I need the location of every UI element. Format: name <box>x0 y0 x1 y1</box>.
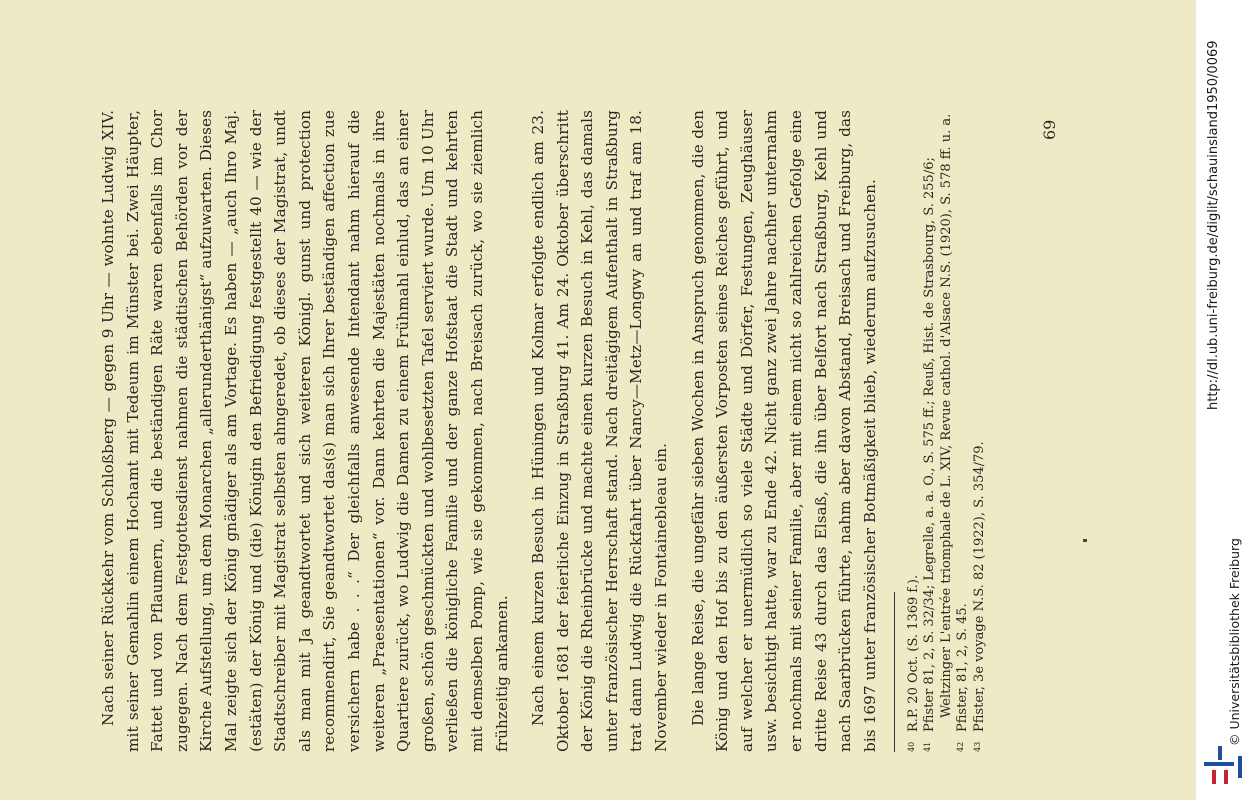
footnote-text: Pfister 81, 2, S. 32/34; Legrelle, a. a. O., S. 575 ff.; Reuß, Hist. de Strasbourg, S. 255/6; <box>922 157 938 732</box>
footnote-text: Pfister, 3e voyage N.S. 82 (1922), S. 354/79. <box>971 441 987 732</box>
paragraph: Die lange Reise, die ungefähr sieben Wochen in Anspruch genommen, die den König und den Hof bis zu den äußersten Vorposten seines Reiches geführt, und auf welcher er unermüdlich so viele Städte und Dörfer, Festungen, Zeughäuser usw. besichtigt hatte, war zu Ende 42. Nicht ganz zwei Jahre nachher unternahm er nochmals mit seiner Familie, aber mit einem nicht so zahlreichen Gefolge eine dritte Reise 43 durch das Elsaß, die ihn über Belfort nach Straßburg, Kehl und nach Saarbrücken führte, nahm aber davon Abstand, Breisach und Freiburg, das bis 1697 unter französischer Botmäßigkeit blieb, wiederum aufzusuchen. <box>688 110 879 752</box>
footnote-divider <box>894 592 895 752</box>
footnote <box>972 110 988 752</box>
logo-bar <box>1238 756 1242 778</box>
paragraph: Nach seiner Rückkehr vom Schloßberg — gegen 9 Uhr — wohnte Ludwig XIV. mit seiner Gemahlin einem Hochamt mit Tedeum im Münster bei. Zwei Häupter, Fattet und von Pflaumern, und die beständigen Räte waren ebenfalls im Chor zugegen. Nach dem Festgottesdienst nahmen die städtischen Behörden vor der Kirche Aufstellung, um dem Monarchen „allerunderthänigst“ aufzuwarten. Dieses Mal zeigte sich der König gnädiger als am Vortage. Es haben — „auch Ihro Maj.(estäten) der König und (die) Königin den Befriedigung festgestellt 40 — wie der Stadtschreiber mit Magistrat selbsten ahngeredet, ob dieses der Magistrat, undt als man mit Ja geandtwortet und sich weiteren Königl. gunst und protection recommendirt, Sie geandtwortet das(s) man sich Ihrer beständigen affection zue versichern habe . . .“ Der gleichfalls anwesende Intendant nahm hierauf die weiteren „Praesentationen“ vor. Dann kehrten die Majestäten nochmals in ihre Quartiere zurück, wo Ludwig die Damen zu einem Frühmahl einlud, das an einer großen, schön geschmückten und wohlbesetzten Tafel serviert wurde. Um 10 Uhr verließen die königliche Familie und der ganze Hofstaat die Stadt und kehrten mit demselben Pomp, wie sie gekommen, nach Breisach zurück, wo sie ziemlich frühzeitig ankamen. <box>99 110 511 752</box>
logo-bar <box>1212 770 1216 784</box>
footnote-continuation: Weltzinger L'entrée triomphale de L. XIV, Revue cathol. d'Alsace N.S. (1920), S. 578 ff. u. a. <box>938 113 954 718</box>
footnote-number: 41 <box>923 741 933 752</box>
permalink-url[interactable]: http://dl.ub.uni-freiburg.de/diglit/schauinsland1950/0069 <box>1206 40 1221 410</box>
footnote-number: 42 <box>956 741 966 752</box>
footnote-text: R.P. 20 Oct. (S. 1369 f.). <box>906 574 921 732</box>
body-text <box>96 110 882 752</box>
sidebar-text <box>1196 0 1254 800</box>
logo-bar <box>1224 770 1228 784</box>
page-number: 69 <box>1040 119 1059 140</box>
logo-bar <box>1204 762 1234 766</box>
footnote <box>955 110 971 752</box>
paragraph: Nach einem kurzen Besuch in Hüningen und Kolmar erfolgte endlich am 23. Oktober 1681 der feierliche Einzug in Straßburg 41. Am 24. Oktober überschritt der König die Rheinbrücke und machte einen kurzen Besuch in Kehl, das damals unter französischer Herrschaft stand. Nach dreitägigem Aufenthalt in Straßburg trat dann Ludwig die Rückfahrt über Nancy—Metz—Longwy an und traf am 18. November wieder in Fontainebleau ein. <box>529 110 671 752</box>
footnote <box>922 110 955 752</box>
footnotes <box>906 110 988 752</box>
ub-freiburg-logo-icon[interactable] <box>1204 746 1248 786</box>
footnote-number: 43 <box>972 741 982 752</box>
footnote-text: Pfister, 81, 2, S. 45. <box>955 603 971 732</box>
footnote-number: 40 <box>907 741 916 752</box>
pencil-mark <box>1083 539 1087 542</box>
copyright-notice: © Universitätsbibliothek Freiburg <box>1227 538 1242 746</box>
footnote <box>906 110 922 752</box>
logo-bar <box>1218 746 1222 760</box>
